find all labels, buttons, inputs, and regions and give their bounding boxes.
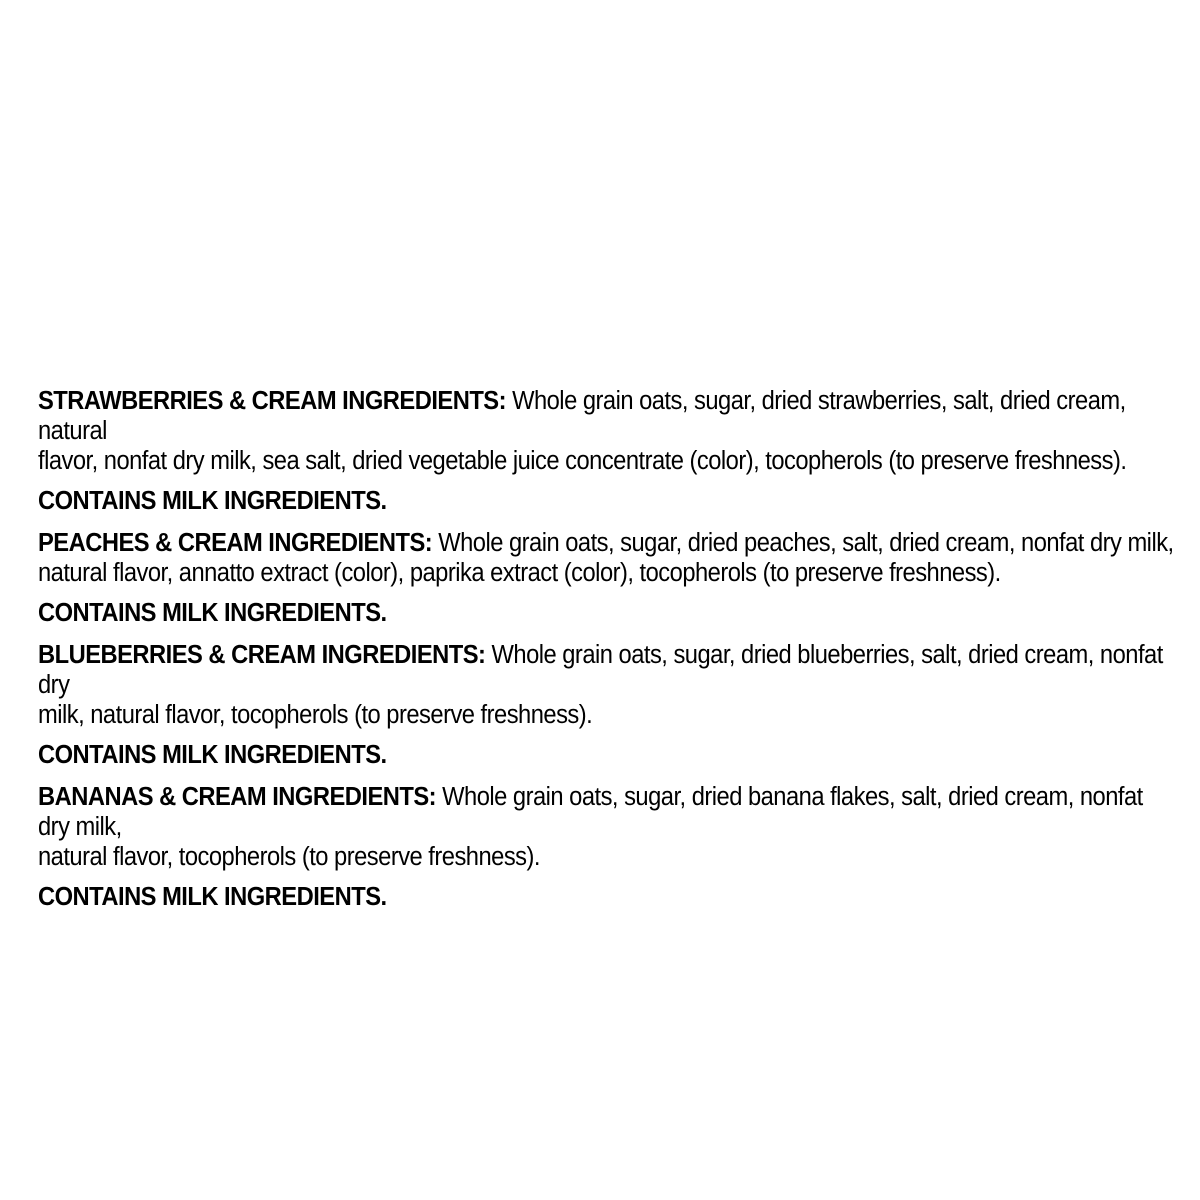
ingredients-text — [38, 528, 1178, 588]
ingredients-text — [38, 386, 1178, 476]
allergen-statement: CONTAINS MILK INGREDIENTS. — [38, 599, 387, 627]
ingredients-text — [38, 640, 1178, 730]
section-heading: BLUEBERRIES & CREAM INGREDIENTS: — [38, 641, 486, 669]
section-heading: PEACHES & CREAM INGREDIENTS: — [38, 529, 433, 557]
ingredients-line: Whole grain oats, sugar, dried blueberries, salt, dried cream, nonfat dry — [38, 641, 1163, 699]
ingredients-line: natural flavor, annatto extract (color), paprika extract (color), tocopherols (to preserve freshness). — [38, 559, 1001, 587]
allergen-statement: CONTAINS MILK INGREDIENTS. — [38, 487, 387, 515]
section-heading: BANANAS & CREAM INGREDIENTS: — [38, 783, 437, 811]
ingredients-line: milk, natural flavor, tocopherols (to preserve freshness). — [38, 701, 593, 729]
section-blueberries — [38, 640, 1178, 770]
section-peaches — [38, 528, 1178, 628]
ingredients-line: Whole grain oats, sugar, dried peaches, salt, dried cream, nonfat dry milk, — [438, 529, 1174, 557]
section-bananas — [38, 782, 1178, 912]
allergen-statement: CONTAINS MILK INGREDIENTS. — [38, 741, 387, 769]
ingredients-line: Whole grain oats, sugar, dried banana flakes, salt, dried cream, nonfat dry milk, — [38, 783, 1143, 841]
allergen-statement: CONTAINS MILK INGREDIENTS. — [38, 883, 387, 911]
section-heading: STRAWBERRIES & CREAM INGREDIENTS: — [38, 387, 506, 415]
ingredients-text — [38, 782, 1178, 872]
ingredients-panel — [38, 386, 1178, 924]
ingredients-line: flavor, nonfat dry milk, sea salt, dried vegetable juice concentrate (color), tocopherols (to preserve freshness). — [38, 447, 1127, 475]
ingredients-line: Whole grain oats, sugar, dried strawberries, salt, dried cream, natural — [38, 387, 1126, 445]
ingredients-line: natural flavor, tocopherols (to preserve freshness). — [38, 843, 540, 871]
section-strawberries — [38, 386, 1178, 516]
